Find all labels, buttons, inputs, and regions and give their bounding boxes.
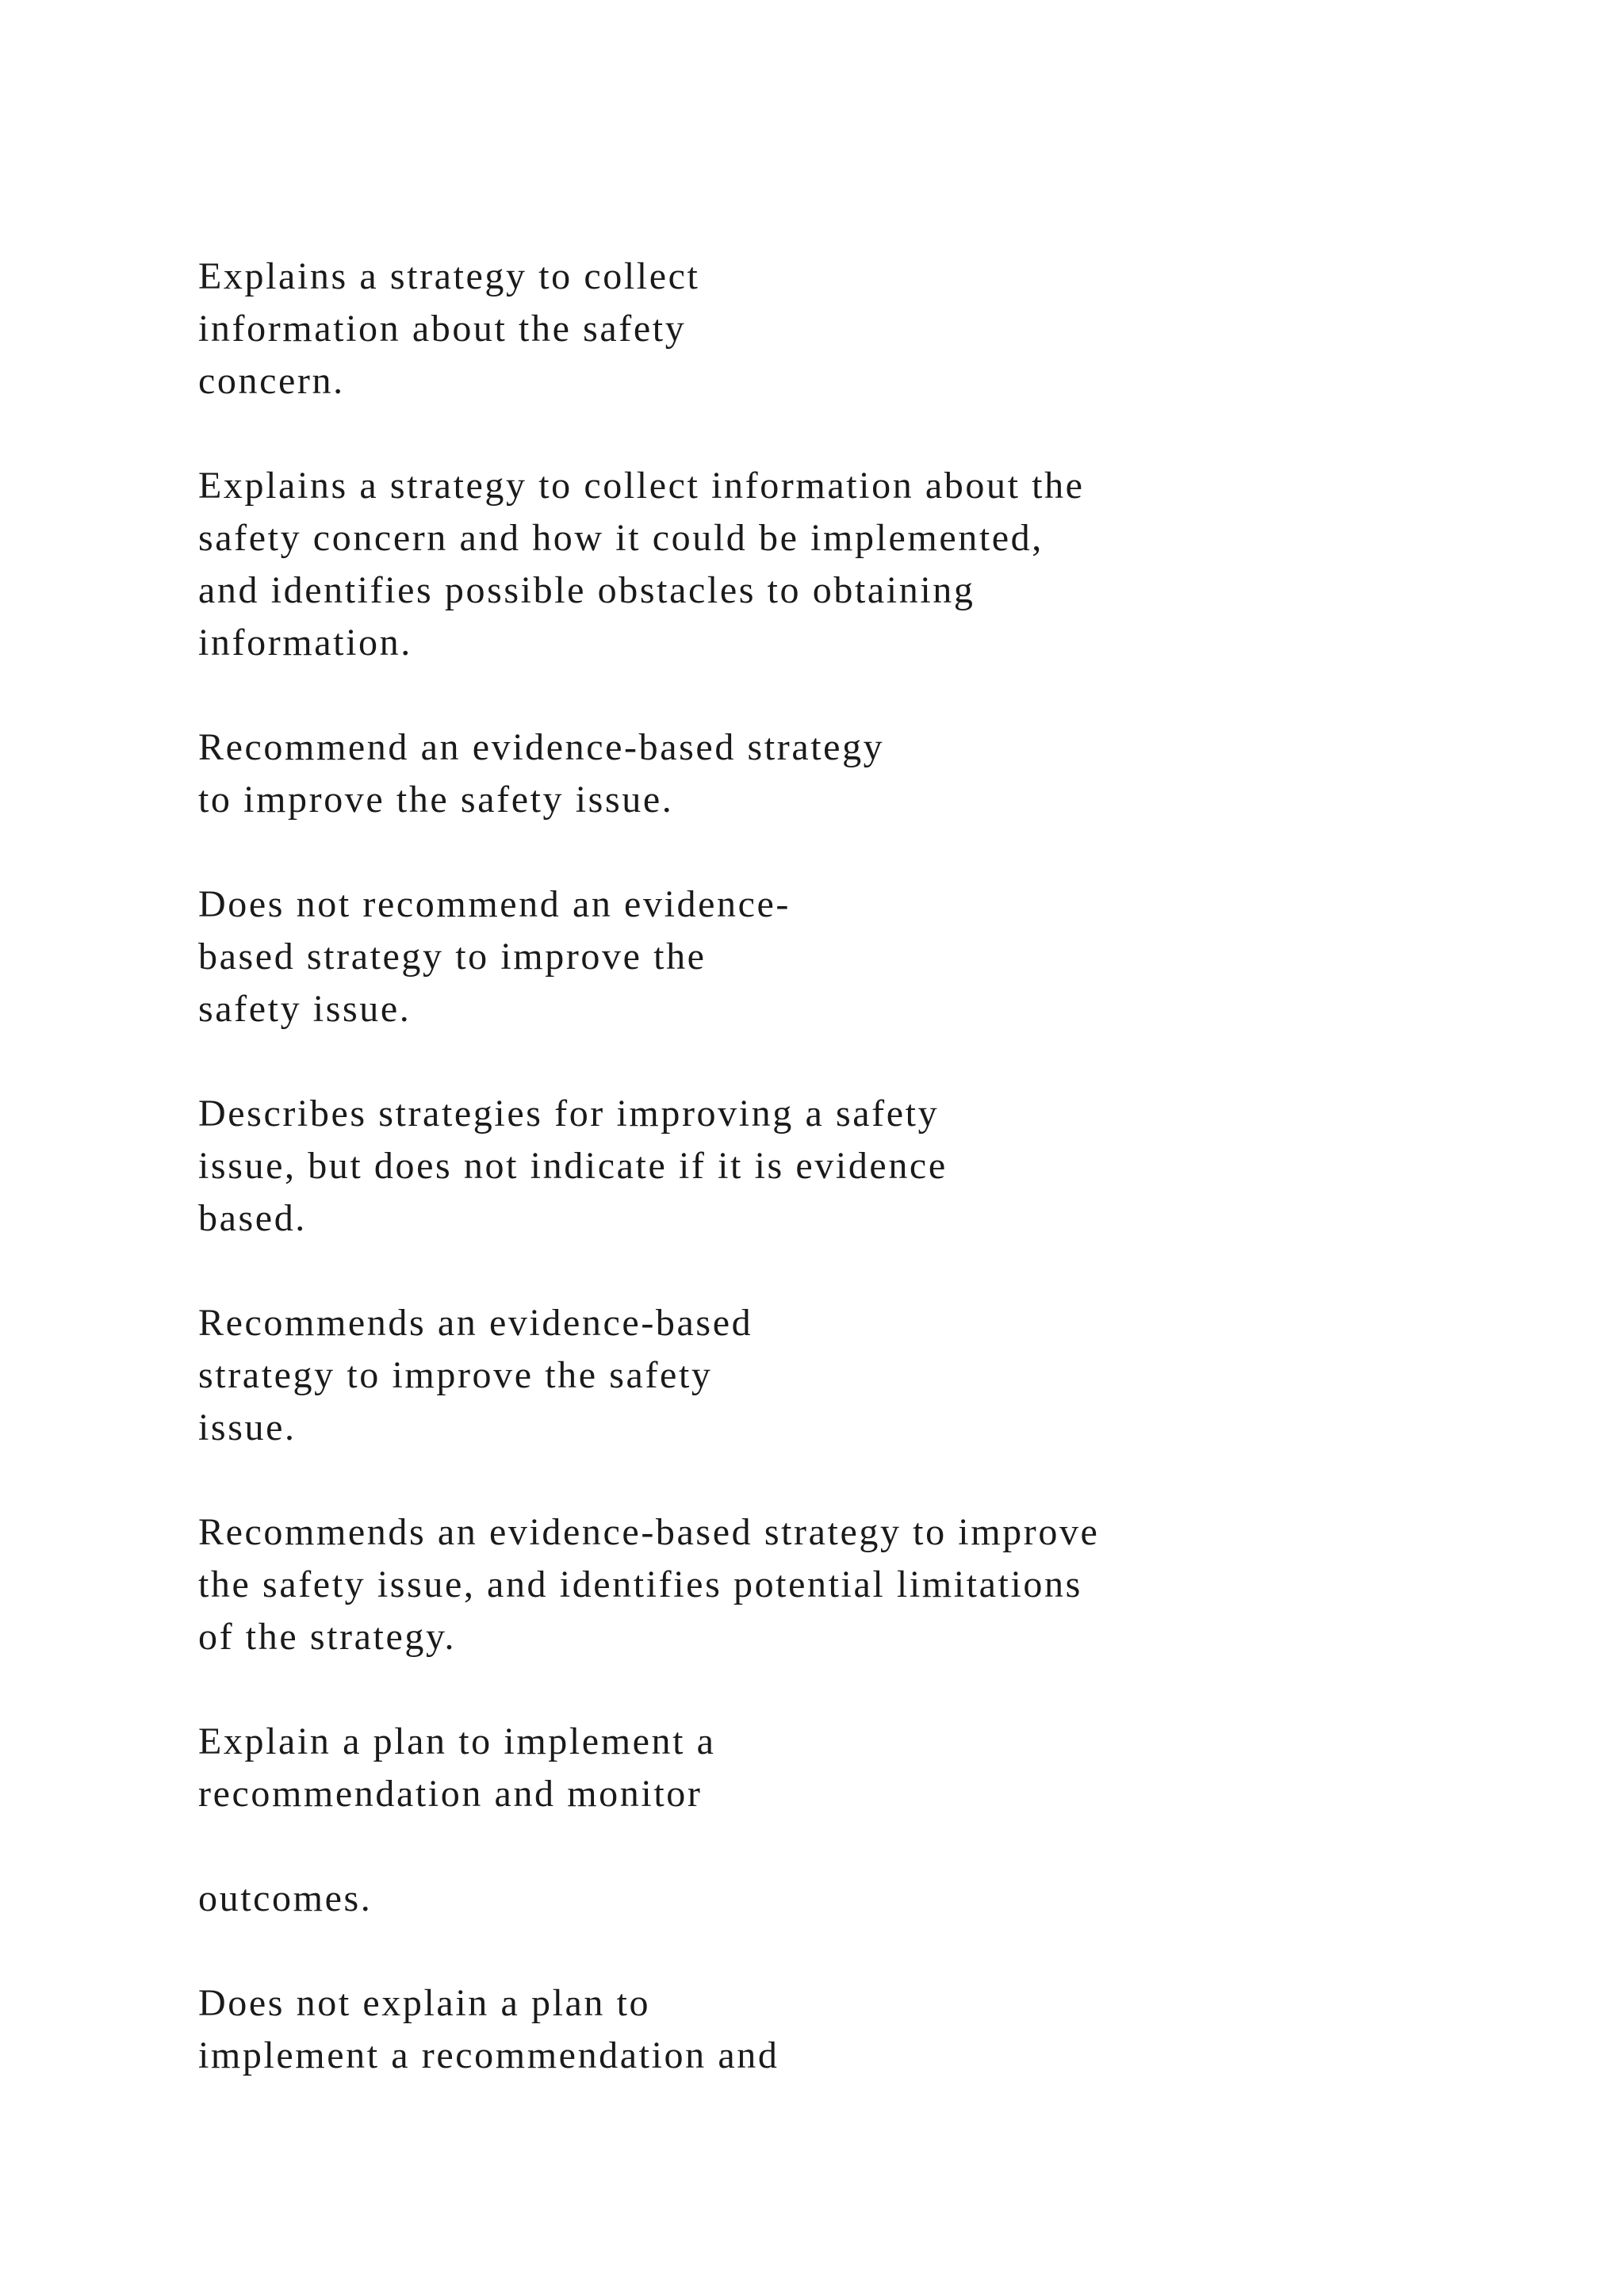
text-line: information about the safety: [198, 308, 687, 350]
text-line: strategy to improve the safety: [198, 1354, 713, 1396]
text-line: to improve the safety issue.: [198, 779, 674, 821]
text-line: recommendation and monitor: [198, 1773, 703, 1815]
text-line: of the strategy.: [198, 1616, 457, 1658]
text-line: based strategy to improve the: [198, 936, 707, 978]
text-line: the safety issue, and identifies potential limitations: [198, 1563, 1082, 1605]
paragraph: [198, 460, 1546, 669]
text-line: safety concern and how it could be implemented,: [198, 517, 1044, 559]
document-body: [198, 251, 1546, 2134]
text-line: Does not recommend an evidence-: [198, 883, 791, 925]
paragraph: [198, 251, 1546, 408]
text-line: issue, but does not indicate if it is evidence: [198, 1145, 948, 1187]
paragraph: [198, 1716, 1546, 1820]
text-line: Describes strategies for improving a safety: [198, 1093, 940, 1135]
text-line: Explain a plan to implement a: [198, 1720, 716, 1762]
text-line: Explains a strategy to collect information about the: [198, 465, 1085, 507]
text-line: Explains a strategy to collect: [198, 255, 700, 297]
text-line: and identifies possible obstacles to obtaining: [198, 569, 975, 611]
text-line: safety issue.: [198, 988, 412, 1030]
paragraph: [198, 1297, 1546, 1454]
paragraph: [198, 878, 1546, 1035]
paragraph: [198, 1088, 1546, 1245]
text-line: Recommend an evidence-based strategy: [198, 726, 885, 768]
paragraph: [198, 721, 1546, 826]
text-line: based.: [198, 1197, 307, 1239]
paragraph: [198, 1977, 1546, 2082]
text-line: Recommends an evidence-based: [198, 1302, 753, 1344]
text-line: information.: [198, 622, 412, 664]
text-line: implement a recommendation and: [198, 2034, 779, 2076]
text-line: issue.: [198, 1406, 297, 1448]
text-line: outcomes.: [198, 1877, 373, 1919]
text-line: Recommends an evidence-based strategy to improve: [198, 1511, 1100, 1553]
text-line: Does not explain a plan to: [198, 1982, 651, 2024]
text-line: concern.: [198, 360, 345, 402]
paragraph: [198, 1506, 1546, 1663]
paragraph: [198, 1873, 1546, 1925]
